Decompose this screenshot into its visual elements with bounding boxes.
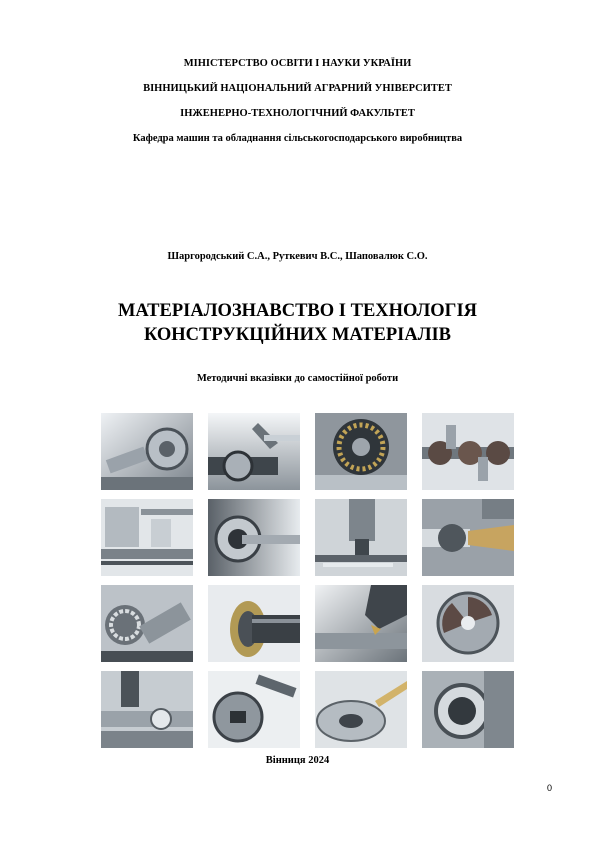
photo-machine-spindle-block bbox=[101, 671, 193, 748]
photo-linear-guide-machine bbox=[101, 499, 193, 576]
document-title-line-2: КОНСТРУКЦІЙНИХ МАТЕРІАЛІВ bbox=[143, 325, 452, 345]
university-heading: ВІННИЦЬКИЙ НАЦІОНАЛЬНИЙ АГРАРНИЙ УНІВЕРСИТЕТ bbox=[143, 83, 452, 94]
photo-tool-holder-rail bbox=[315, 499, 407, 576]
photo-drill-bit-part bbox=[422, 499, 514, 576]
photo-pipe-fitting-clamp bbox=[422, 671, 514, 748]
faculty-heading: ІНЖЕНЕРНО-ТЕХНОЛОГІЧНИЙ ФАКУЛЬТЕТ bbox=[180, 108, 415, 119]
document-subtitle: Методичні вказівки до самостійної роботи bbox=[196, 373, 399, 384]
photo-drilling-flange bbox=[315, 671, 407, 748]
department-heading: Кафедра машин та обладнання сільськогосподарського виробництва bbox=[132, 133, 463, 144]
photo-ring-gear-closeup bbox=[208, 585, 300, 662]
photo-cnc-turret-spindle bbox=[101, 413, 193, 490]
photo-ported-disc-part bbox=[422, 585, 514, 662]
machining-photo-grid bbox=[101, 413, 514, 747]
photo-worm-gear-assembly bbox=[101, 585, 193, 662]
photo-crankshaft-bearings bbox=[422, 413, 514, 490]
photo-milling-cutter-gear bbox=[315, 413, 407, 490]
authors-line: Шаргородський С.А., Руткевич В.С., Шаповалюк С.О. bbox=[167, 251, 428, 262]
city-year: Вінниця 2024 bbox=[265, 755, 330, 766]
photo-turning-tool-insert bbox=[315, 585, 407, 662]
photo-boring-bar-hole bbox=[208, 499, 300, 576]
photo-lathe-chuck-tool bbox=[208, 413, 300, 490]
document-title-line-1: МАТЕРІАЛОЗНАВСТВО І ТЕХНОЛОГІЯ bbox=[117, 301, 478, 321]
page-number: 0 bbox=[547, 783, 553, 793]
ministry-heading: МІНІСТЕРСТВО ОСВІТИ І НАУКИ УКРАЇНИ bbox=[183, 58, 412, 69]
photo-chuck-jaws-workpiece bbox=[208, 671, 300, 748]
